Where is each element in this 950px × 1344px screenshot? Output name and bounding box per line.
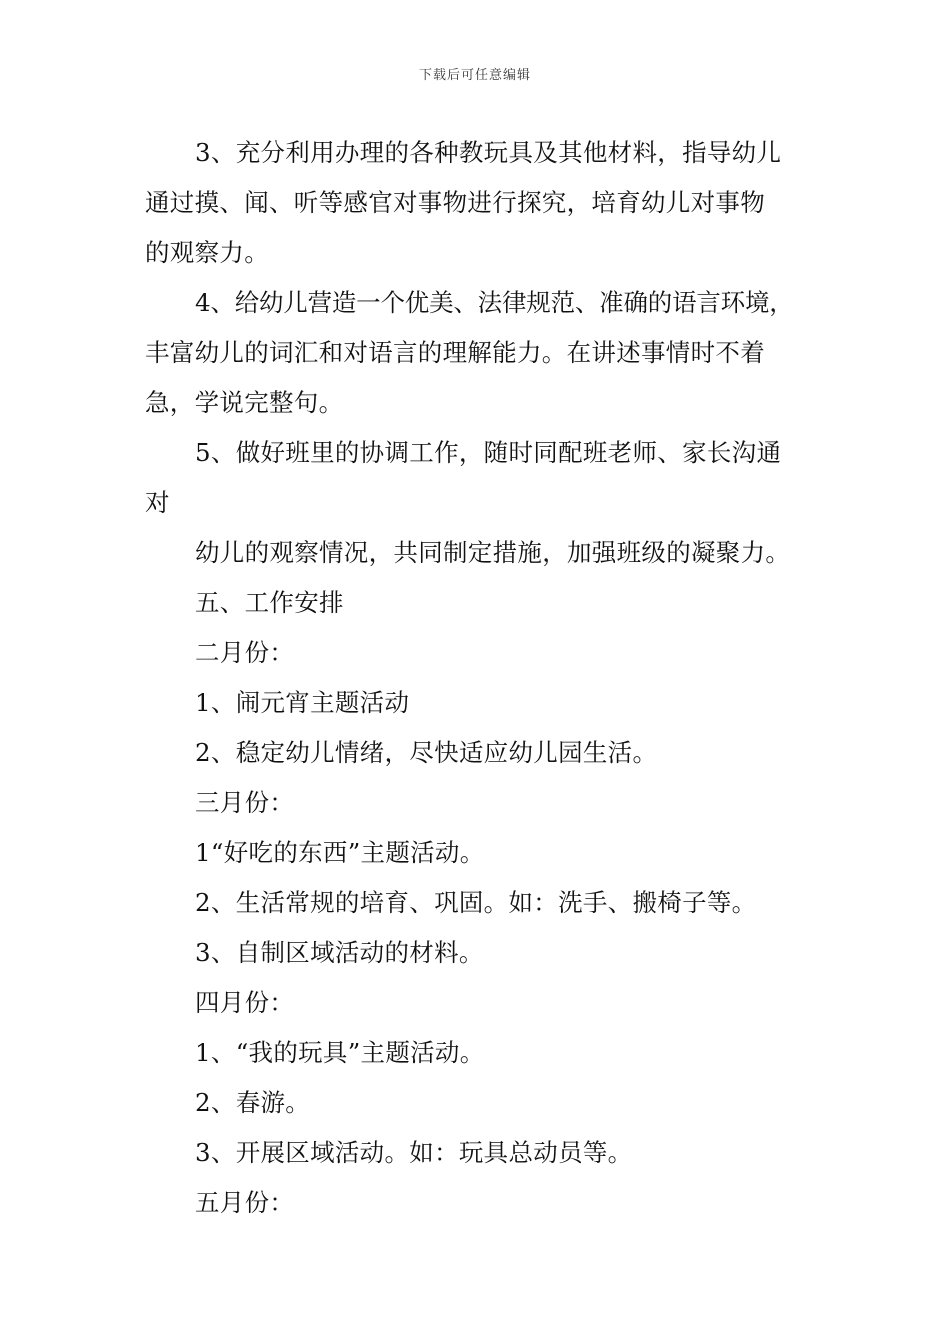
list-item: 2、春游。 — [195, 1088, 311, 1117]
section-heading: 五、工作安排 — [195, 588, 344, 617]
paragraph-line: 3、充分利用办理的各种教玩具及其他材料，指导幼儿 — [195, 138, 782, 167]
paragraph-line: 丰富幼儿的词汇和对语言的理解能力。在讲述事情时不着 — [145, 338, 765, 367]
paragraph-line: 4、给幼儿营造一个优美、法律规范、准确的语言环境， — [195, 288, 794, 317]
month-heading: 二月份： — [195, 638, 295, 667]
list-item: 2、生活常规的培育、巩固。如：洗手、搬椅子等。 — [195, 888, 757, 917]
paragraph-line: 5、做好班里的协调工作，随时同配班老师、家长沟通 — [195, 438, 782, 467]
list-item: 1、闹元宵主题活动 — [195, 688, 410, 717]
list-item: 2、稳定幼儿情绪，尽快适应幼儿园生活。 — [195, 738, 658, 767]
paragraph-line: 的观察力。 — [145, 238, 269, 267]
list-item: 3、自制区域活动的材料。 — [195, 938, 484, 967]
paragraph-line: 通过摸、闻、听等感官对事物进行探究，培育幼儿对事物 — [145, 188, 765, 217]
paragraph-line: 幼儿的观察情况，共同制定措施，加强班级的凝聚力。 — [195, 538, 791, 567]
paragraph-line: 急，学说完整句。 — [145, 388, 344, 417]
month-heading: 四月份： — [195, 988, 295, 1017]
list-item: 1、“我的玩具”主题活动。 — [195, 1038, 485, 1067]
document-body — [145, 128, 810, 1228]
list-item: 3、开展区域活动。如：玩具总动员等。 — [195, 1138, 633, 1167]
page-header-note: 下载后可任意编辑 — [418, 68, 531, 83]
month-heading: 五月份： — [195, 1188, 295, 1217]
paragraph-line: 对 — [145, 488, 170, 517]
list-item: 1“好吃的东西”主题活动。 — [195, 838, 485, 867]
month-heading: 三月份： — [195, 788, 295, 817]
